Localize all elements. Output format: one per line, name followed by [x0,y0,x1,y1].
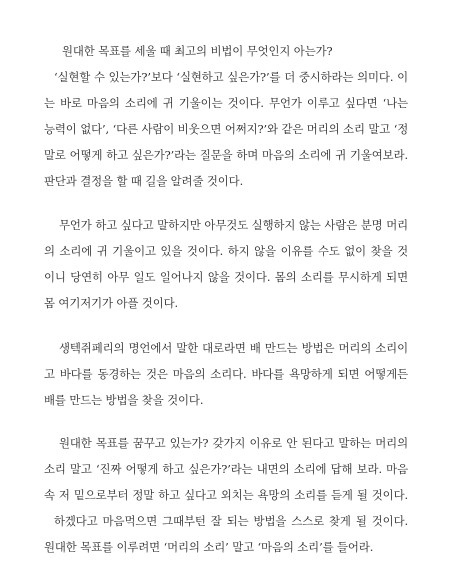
text-line: 능력이 없다’, ‘다른 사람이 비웃으면 어쩌지?’와 같은 머리의 소리 말고 ‘정 [44,122,409,136]
text-line: 의 소리에 귀 기울이고 있을 것이다. 하지 않을 이유를 수도 없이 찾을 것 [44,244,408,258]
text-line: 배를 만드는 방법을 찾을 것이다. [44,393,204,407]
text-line: 생텍쥐페리의 명언에서 말한 대로라면 배 만드는 방법은 머리의 소리이 [59,341,408,355]
text-line: 고 바다를 동경하는 것은 마음의 소리다. 바다를 욕망하게 되면 어떻게든 [44,367,408,381]
text-line: 속 저 밑으로부터 정말 하고 싶다고 외치는 욕망의 소리를 듣게 될 것이다. [44,488,408,502]
text-line: 원대한 목표를 꿈꾸고 있는가? 갖가지 이유로 안 된다고 말하는 머리의 [59,436,408,450]
text-line: 몸 여기저기가 아플 것이다. [44,296,179,310]
text-line: 원대한 목표를 이루려면 ‘머리의 소리’ 말고 ‘마음의 소리’를 들어라. [44,540,374,554]
text-line: 말로 어떻게 하고 싶은가?’라는 질문을 하며 마음의 소리에 귀 기울여보라. [44,148,408,162]
text-line: ‘실현할 수 있는가?’보다 ‘실현하고 싶은가?’를 더 중시하라는 의미다. 이 [54,70,408,84]
text-line: 는 바로 마음의 소리에 귀 기울이는 것이다. 무언가 이루고 싶다면 ‘나는 [44,96,408,110]
text-line: 이니 당연히 아무 일도 일어나지 않을 것이다. 몸의 소리를 무시하게 되면 [44,270,408,284]
text-line: 판단과 결정을 할 때 길을 알려줄 것이다. [44,174,244,188]
text-line: 원대한 목표를 세울 때 최고의 비법이 무엇인지 아는가? [62,44,333,58]
text-line: 소리 말고 ‘진짜 어떻게 하고 싶은가?’라는 내면의 소리에 답해 보라. 마음 [44,462,408,476]
text-line: 하겠다고 마음먹으면 그때부턴 잘 되는 방법을 스스로 찾게 될 것이다. [54,514,408,528]
text-line: 무언가 하고 싶다고 말하지만 아무것도 실행하지 않는 사람은 분명 머리 [59,218,408,232]
